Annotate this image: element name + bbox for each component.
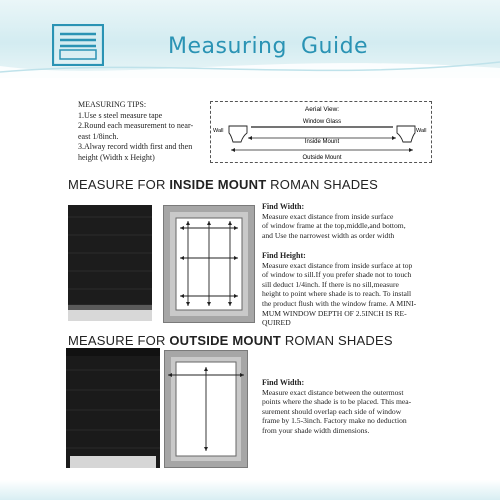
inside-mount-heading — [68, 177, 378, 192]
window-blind-icon — [52, 24, 104, 66]
desc-line: from your shade width dimensions. — [262, 425, 370, 435]
title-word-guide: Guide — [300, 34, 369, 59]
aerial-title: Aerial View: — [304, 106, 340, 113]
shade-texture — [68, 205, 152, 321]
outside-mount-window-diagram — [164, 350, 248, 468]
inside-mount-window-diagram — [163, 205, 255, 323]
tip-line: 2.Round each measurement to near- — [78, 121, 194, 130]
desc-line: sill deduct 1/4inch. If there is no sill,measure — [262, 279, 399, 289]
desc-line: the product flush with the window frame. A MINI- — [262, 298, 417, 308]
aerial-view-drawing — [211, 102, 433, 164]
find-width-title: Find Width: — [262, 202, 305, 211]
desc-line: QUIRED — [262, 318, 291, 328]
find-width-title: Find Width: — [262, 378, 305, 387]
tips-heading: MEASURING TIPS: — [78, 100, 147, 109]
outside-mount-label: Outside Mount — [302, 155, 342, 161]
desc-line: height to point where shade is to reach. To install — [262, 289, 412, 299]
outside-window-drawing — [165, 351, 247, 467]
window-glass-label: Window Glass — [302, 119, 342, 125]
desc-line: of window to sill.If you prefer shade not to touch — [262, 270, 412, 280]
desc-line: of window frame at the top,middle,and bottom, — [262, 221, 406, 231]
desc-line: surement should overlap each side of window — [262, 406, 402, 416]
inside-find-height — [262, 251, 477, 328]
tip-line: east 1/8inch. — [78, 131, 119, 141]
heading-prefix: MEASURE FOR — [68, 333, 170, 348]
desc-line: and Use the narrowest width as order width — [262, 230, 395, 240]
heading-suffix: ROMAN SHADES — [266, 177, 379, 192]
desc-line: Measure exact distance from inside surface — [262, 211, 394, 221]
tip-line: 1.Use s steel measure tape — [78, 110, 163, 120]
wall-right-label: Wall — [416, 128, 427, 134]
desc-line: Measure exact distance between the outermost — [262, 387, 404, 397]
desc-line: MUM WINDOW DEPTH OF 2.5INCH IS RE- — [262, 308, 407, 318]
desc-line: Measure exact distance from inside surface at top — [262, 260, 413, 270]
heading-bold: INSIDE MOUNT — [169, 177, 267, 192]
desc-line: frame by 1.5-3inch. Factory make no deduction — [262, 416, 407, 426]
wall-left-label: Wall — [213, 128, 224, 134]
outside-mount-heading — [68, 333, 393, 348]
heading-prefix: MEASURE FOR — [68, 177, 170, 192]
page-title — [168, 34, 382, 59]
inside-mount-label: Inside Mount — [304, 139, 340, 145]
inside-find-width — [262, 202, 462, 240]
shade-texture — [66, 348, 160, 468]
inside-mount-shade-photo — [68, 205, 152, 321]
inside-window-drawing — [164, 206, 254, 322]
tip-line: 3.Alway record width first and then — [78, 142, 193, 151]
footer-band — [0, 480, 500, 500]
measuring-tips — [78, 100, 208, 163]
heading-suffix: ROMAN SHADES — [281, 333, 393, 348]
desc-line: points where the shade is to be placed. This mea- — [262, 397, 412, 407]
header-banner — [0, 0, 500, 78]
tip-line: height (Width x Height) — [78, 152, 155, 162]
aerial-view-diagram — [210, 101, 432, 163]
outside-mount-shade-photo — [66, 348, 160, 468]
find-height-title: Find Height: — [262, 251, 306, 260]
heading-bold: OUTSIDE MOUNT — [169, 333, 282, 348]
title-word-measuring: Measuring — [168, 34, 287, 59]
outside-find-width — [262, 378, 472, 436]
